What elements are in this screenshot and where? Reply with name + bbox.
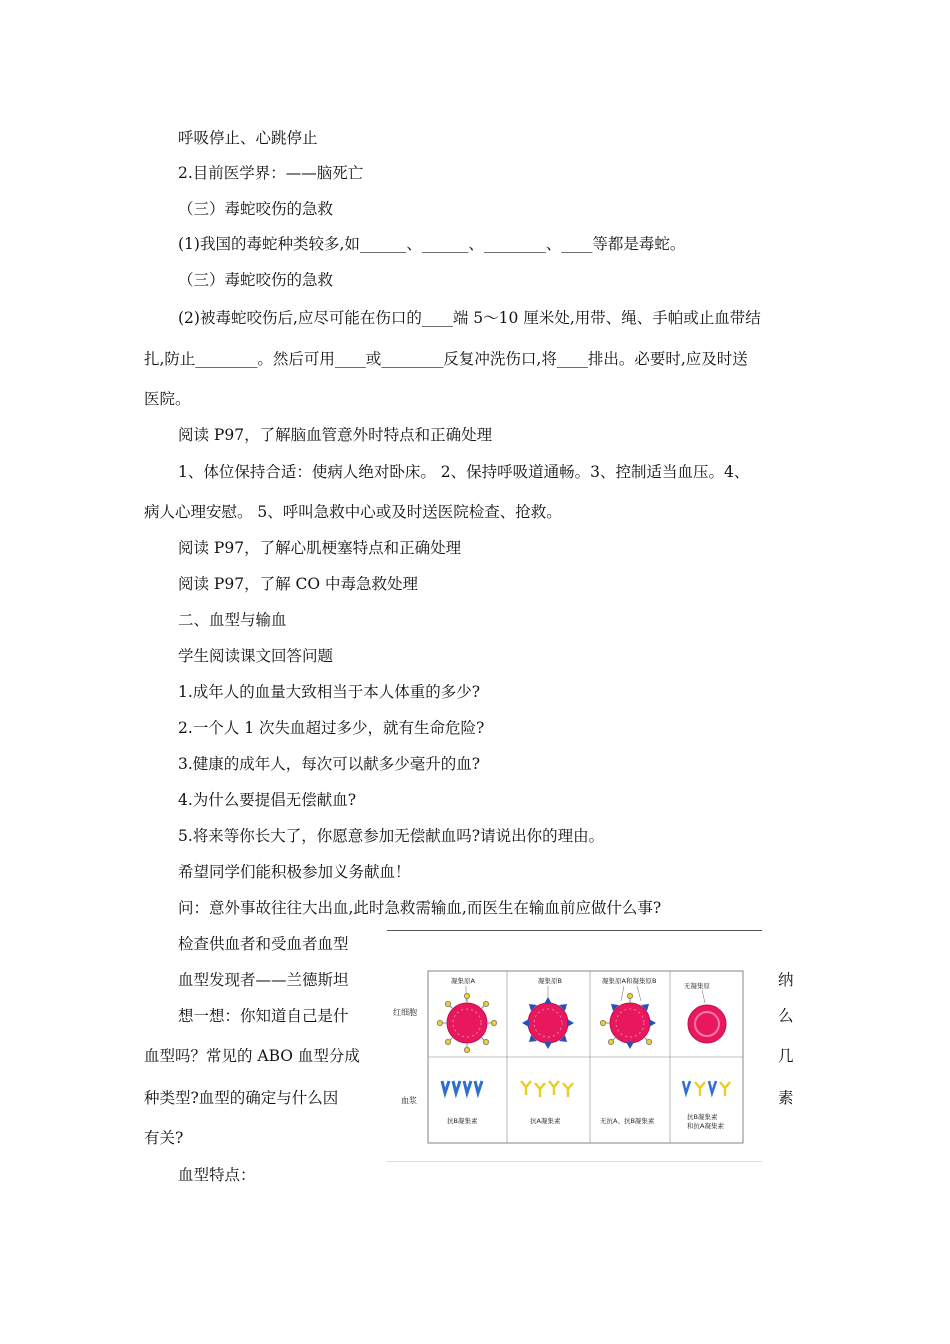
antibody-label-anti-b: 抗B凝集素 [447, 1117, 478, 1125]
wrapped-char: 纳 [778, 971, 794, 989]
question: 1.成年人的血量大致相当于本人体重的多少? [178, 683, 481, 701]
text-line: 2.目前医学界：——脑死亡 [178, 164, 364, 182]
text-line: 想一想：你知道自己是什 [178, 1007, 349, 1025]
question: 5.将来等你长大了，你愿意参加无偿献血吗?请说出你的理由。 [178, 827, 605, 845]
text-line: 种类型?血型的确定与什么因 [144, 1089, 339, 1107]
section-heading: 二、血型与输血 [178, 611, 287, 629]
text-line: (2)被毒蛇咬伤后,应尽可能在伤口的____端 5～10 厘米处,用带、绳、手帕或止血带结 [178, 309, 761, 327]
antigen-label-a: 凝集原A [451, 977, 475, 985]
antibody-label-none: 无抗A、抗B凝集素 [600, 1117, 655, 1125]
question: 2.一个人 1 次失血超过多少，就有生命危险? [178, 719, 485, 737]
text-line: 希望同学们能积极参加义务献血！ [178, 863, 411, 881]
text-line: 学生阅读课文回答问题 [178, 647, 334, 665]
section-heading: （三）毒蛇咬伤的急救 [178, 200, 334, 218]
text-line: 检查供血者和受血者血型 [178, 935, 349, 953]
text-line: 有关? [144, 1129, 184, 1147]
text-line: 阅读 P97，了解 CO 中毒急救处理 [178, 575, 419, 593]
text-line: 病人心理安慰。 5、呼叫急救中心或及时送医院检查、抢救。 [144, 503, 562, 521]
text-line: 血型特点： [178, 1166, 256, 1184]
wrapped-char: 几 [778, 1047, 794, 1065]
question: 4.为什么要提倡无偿献血? [178, 791, 357, 809]
question: 3.健康的成年人，每次可以献多少毫升的血? [178, 755, 481, 773]
text-line: 问：意外事故往往大出血,此时急救需输血,而医生在输血前应做什么事? [178, 899, 662, 917]
wrapped-char: 么 [778, 1007, 794, 1025]
wrapped-char: 素 [778, 1089, 794, 1107]
text-line: 阅读 P97，了解心肌梗塞特点和正确处理 [178, 539, 462, 557]
antibody-label-anti-a-2: 和抗A凝集素 [687, 1122, 724, 1130]
text-line: 血型吗？常见的 ABO 血型分成 [144, 1047, 360, 1065]
blood-type-figure [387, 930, 762, 1162]
antibody-label-anti-a: 抗A凝集素 [530, 1117, 561, 1125]
text-line: 阅读 P97，了解脑血管意外时特点和正确处理 [178, 426, 493, 444]
text-line: 医院。 [144, 390, 191, 408]
antigen-label-none: 无凝集原 [684, 982, 710, 990]
text-line: 血型发现者——兰德斯坦 [178, 971, 349, 989]
antigen-label-b: 凝集原B [538, 977, 562, 985]
blood-type-diagram [387, 931, 762, 1161]
text-line: 呼吸停止、心跳停止 [178, 129, 318, 147]
section-heading: （三）毒蛇咬伤的急救 [178, 271, 334, 289]
antibody-label-anti-b-2: 抗B凝集素 [687, 1113, 718, 1121]
text-line: 扎,防止________。然后可用____或________反复冲洗伤口,将____排出。必要时,应及时送 [144, 350, 748, 368]
text-line: (1)我国的毒蛇种类较多,如______、______、________、____等都是毒蛇。 [178, 235, 686, 253]
text-line: 1、体位保持合适：使病人绝对卧床。 2、保持呼吸道通畅。3、控制适当血压。4、 [178, 463, 750, 481]
row-label-rbc: 红细胞 [393, 1008, 417, 1017]
antigen-label-ab: 凝集原A和凝集原B [602, 977, 657, 985]
row-label-plasma: 血浆 [401, 1096, 417, 1105]
